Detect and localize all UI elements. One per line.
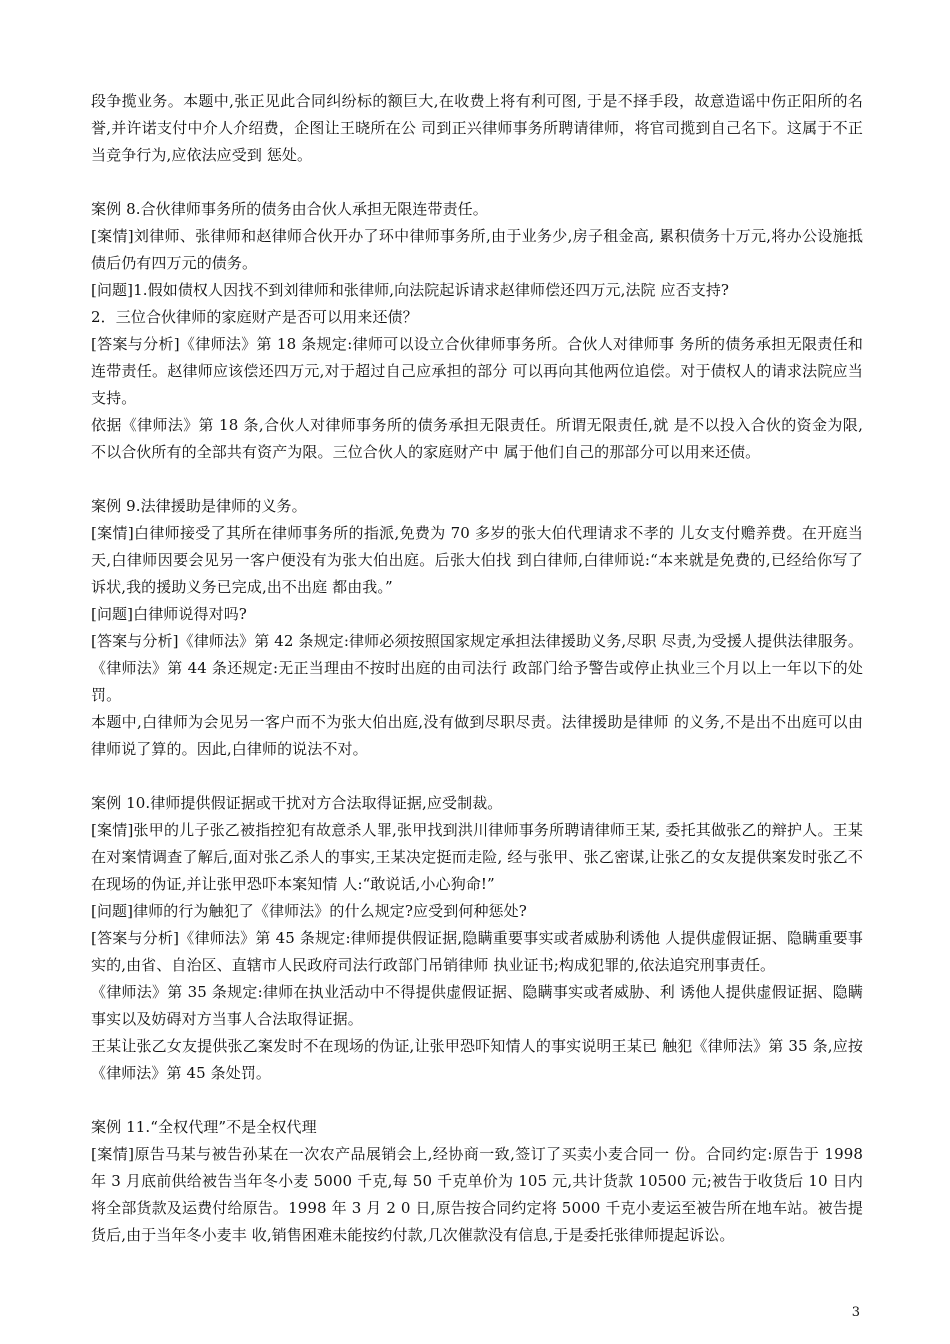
case-9-answer: [答案与分析]《律师法》第 42 条规定:律师必须按照国家规定承担法律援助义务,尽职 尽责,为受援人提供法律服务。《律师法》第 44 条还规定:无正当理由不按时出庭的由司法行 政部门给予警告或停止执业三个月以上一年以下的处罚。: [91, 632, 863, 704]
page-number: 3: [851, 1305, 860, 1320]
case-9-question: [问题]白律师说得对吗?: [91, 605, 247, 623]
case-8-question-2: 2．三位合伙律师的家庭财产是否可以用来还债？: [91, 308, 418, 326]
paragraph-gap: [91, 466, 863, 493]
case-8-title: 案例 8.合伙律师事务所的债务由合伙人承担无限连带责任。: [91, 200, 488, 218]
case-10-law-35: 《律师法》第 35 条规定:律师在执业活动中不得提供虚假证据、隐瞒事实或者威胁、利 诱他人提供虚假证据、隐瞒事实以及妨碍对方当事人合法取得证据。: [91, 983, 863, 1028]
case-10-answer: [答案与分析]《律师法》第 45 条规定:律师提供假证据,隐瞒重要事实或者威胁利诱他 人提供虚假证据、隐瞒重要事实的,由省、自治区、直辖市人民政府司法行政部门吊销律师 执业证书;构成犯罪的,依法追究刑事责任。: [91, 929, 863, 974]
paragraph-intro: 段争揽业务。本题中,张正见此合同纠纷标的额巨大,在收费上将有利可图, 于是不择手段，故意造谣中伤正阳所的名誉,并许诺支付中介人介绍费，企图让王晓所在公 司到正兴律师事务所聘请律师，将官司揽到自己名下。这属于不正当竞争行为,应依法应受到 惩处。: [91, 92, 863, 164]
case-9-facts: [案情]白律师接受了其所在律师事务所的指派,免费为 70 多岁的张大伯代理请求不孝的 儿女支付赡养费。在开庭当天,白律师因要会见另一客户便没有为张大伯出庭。后张大伯找 到白律师,白律师说:“本来就是免费的,已经给你写了诉状,我的援助义务已完成,出不出庭 都由我。”: [91, 524, 863, 596]
case-9-title: 案例 9.法律援助是律师的义务。: [91, 497, 307, 515]
case-8-question-1: [问题]1.假如债权人因找不到刘律师和张律师,向法院起诉请求赵律师偿还四万元,法院 应否支持?: [91, 281, 730, 299]
case-10-facts: [案情]张甲的儿子张乙被指控犯有故意杀人罪,张甲找到洪川律师事务所聘请律师王某, 委托其做张乙的辩护人。王某在对案情调查了解后,面对张乙杀人的事实,王某决定挺而走险, 经与张甲、张乙密谋,让张乙的女友提供案发时张乙不在现场的伪证,并让张甲恐吓本案知情 人:“敢说话,小心狗命!”: [91, 821, 863, 893]
case-9-analysis: 本题中,白律师为会见另一客户而不为张大伯出庭,没有做到尽职尽责。法律援助是律师 的义务,不是出不出庭可以由律师说了算的。因此,白律师的说法不对。: [91, 713, 863, 758]
case-11-title: 案例 11.“全权代理”不是全权代理: [91, 1118, 317, 1136]
case-10-title: 案例 10.律师提供假证据或干扰对方合法取得证据,应受制裁。: [91, 794, 503, 812]
case-11-facts: [案情]原告马某与被告孙某在一次农产品展销会上,经协商一致,签订了买卖小麦合同一 份。合同约定:原告于 1998 年 3 月底前供给被告当年冬小麦 5000 千克,每 50 千克单价为 105 元,共计货款 10500 元;被告于收货后 10 日内将全部货款及运费付给原告。1998 年 3 月 2 0 日,原告按合同约定将 5000 千克小麦运至被告所在地车站。被告提货后,由于当年冬小麦丰 收,销售困难未能按约付款,几次催款没有信息,于是委托张律师提起诉讼。: [91, 1145, 863, 1244]
paragraph-gap: [91, 763, 863, 790]
case-8-analysis: 依据《律师法》第 18 条,合伙人对律师事务所的债务承担无限责任。所谓无限责任,就 是不以投入合伙的资金为限,不以合伙所有的全部共有资产为限。三位合伙人的家庭财产中 属于他们自己的那部分可以用来还债。: [91, 416, 863, 461]
case-8-facts: [案情]刘律师、张律师和赵律师合伙开办了环中律师事务所,由于业务少,房子租金高, 累积债务十万元,将办公设施抵债后仍有四万元的债务。: [91, 227, 863, 272]
case-8-answer: [答案与分析]《律师法》第 18 条规定:律师可以设立合伙律师事务所。合伙人对律师事 务所的债务承担无限责任和连带责任。赵律师应该偿还四万元,对于超过自己应承担的部分 可以再向其他两位追偿。对于债权人的请求法院应当支持。: [91, 335, 863, 407]
paragraph-gap: [91, 1087, 863, 1114]
document-body: [91, 88, 863, 1249]
case-10-analysis: 王某让张乙女友提供张乙案发时不在现场的伪证,让张甲恐吓知情人的事实说明王某已 触犯《律师法》第 35 条,应按《律师法》第 45 条处罚。: [91, 1037, 863, 1082]
case-10-question: [问题]律师的行为触犯了《律师法》的什么规定?应受到何种惩处?: [91, 902, 527, 920]
paragraph-gap: [91, 169, 863, 196]
